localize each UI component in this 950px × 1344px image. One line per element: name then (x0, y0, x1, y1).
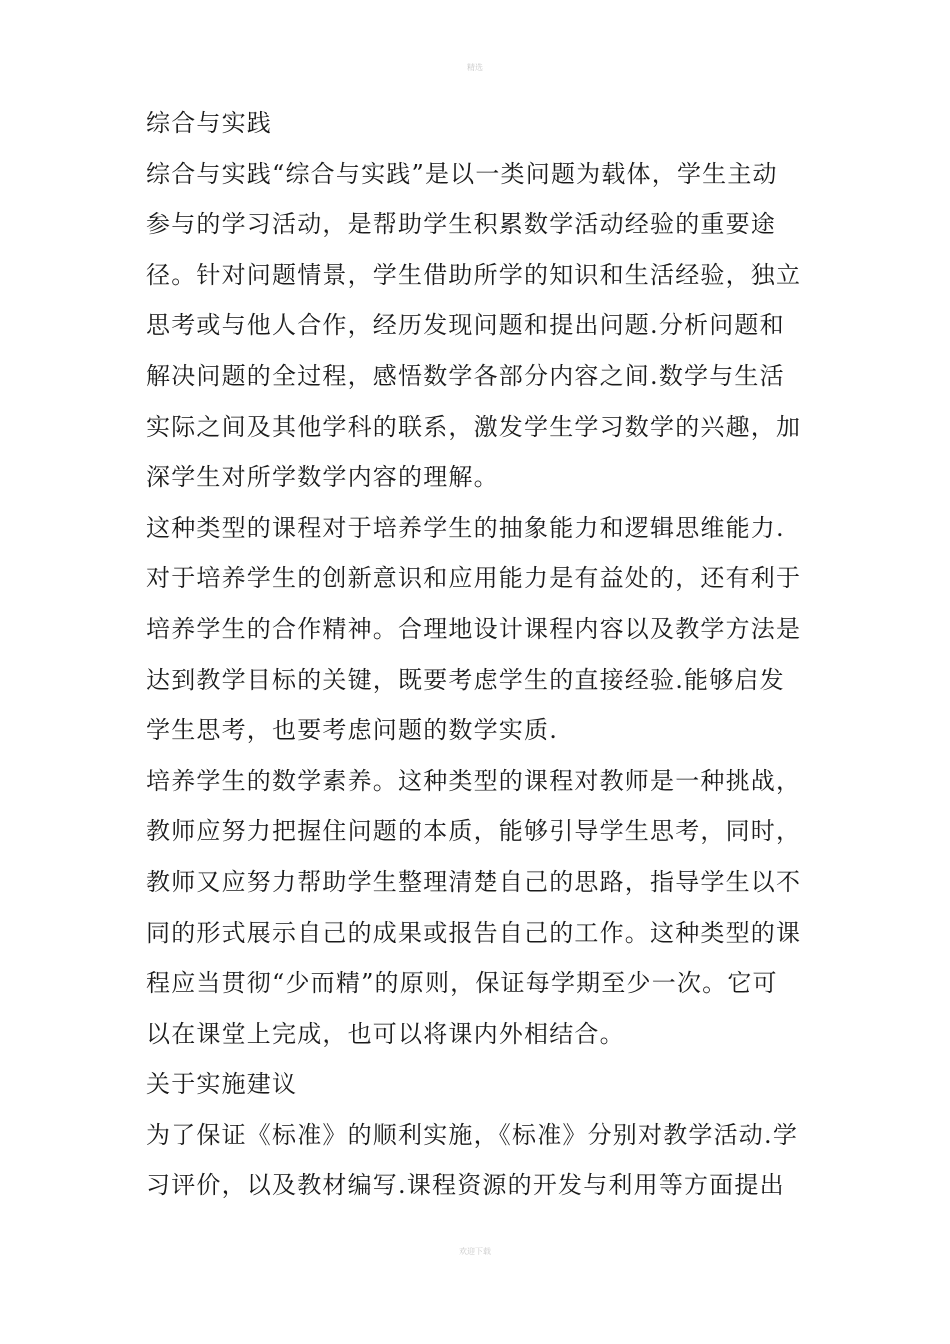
section-heading: 综合与实践 (146, 109, 272, 137)
text-line: 对于培养学生的创新意识和应用能力是有益处的，还有利于 (146, 564, 802, 593)
text-line: 为了保证《标准》的顺利实施，《标准》分别对教学活动.学 (146, 1120, 799, 1149)
document-body (146, 98, 811, 1211)
text-line: 同的形式展示自己的成果或报告自己的工作。这种类型的课 (146, 918, 802, 947)
text-line: 教师又应努力帮助学生整理清楚自己的思路，指导学生以不 (146, 867, 802, 896)
text-line: 习评价，以及教材编写.课程资源的开发与利用等方面提出 (146, 1171, 785, 1200)
section-heading: 关于实施建议 (146, 1070, 298, 1099)
text-line: 参与的学习活动，是帮助学生积累数学活动经验的重要途 (146, 210, 776, 239)
page-header-mark: 精选 (467, 63, 483, 72)
text-line: 综合与实践“综合与实践”是以一类问题为载体，学生主动 (146, 159, 778, 188)
text-line: 解决问题的全过程，感悟数学各部分内容之间.数学与生活 (146, 361, 785, 390)
text-line: 思考或与他人合作，经历发现问题和提出问题.分析问题和 (146, 311, 785, 340)
text-line: 教师应努力把握住问题的本质，能够引导学生思考，同时， (146, 817, 802, 846)
text-line: 培养学生的合作精神。合理地设计课程内容以及教学方法是 (146, 614, 802, 643)
text-line: 径。针对问题情景，学生借助所学的知识和生活经验，独立 (146, 260, 802, 289)
page-footer-mark: 欢迎下载 (459, 1247, 491, 1256)
text-line: 学生思考，也要考虑问题的数学实质. (146, 716, 559, 745)
text-line: 这种类型的课程对于培养学生的抽象能力和逻辑思维能力. (146, 513, 785, 542)
text-line: 以在课堂上完成，也可以将课内外相结合。 (146, 1019, 625, 1048)
text-line: 实际之间及其他学科的联系，激发学生学习数学的兴趣，加 (146, 412, 802, 441)
text-line: 达到教学目标的关键，既要考虑学生的直接经验.能够启发 (146, 665, 785, 694)
text-line: 培养学生的数学素养。这种类型的课程对教师是一种挑战， (146, 766, 802, 795)
text-line: 程应当贯彻“少而精”的原则，保证每学期至少一次。它可 (146, 969, 778, 998)
text-line: 深学生对所学数学内容的理解。 (146, 463, 499, 492)
